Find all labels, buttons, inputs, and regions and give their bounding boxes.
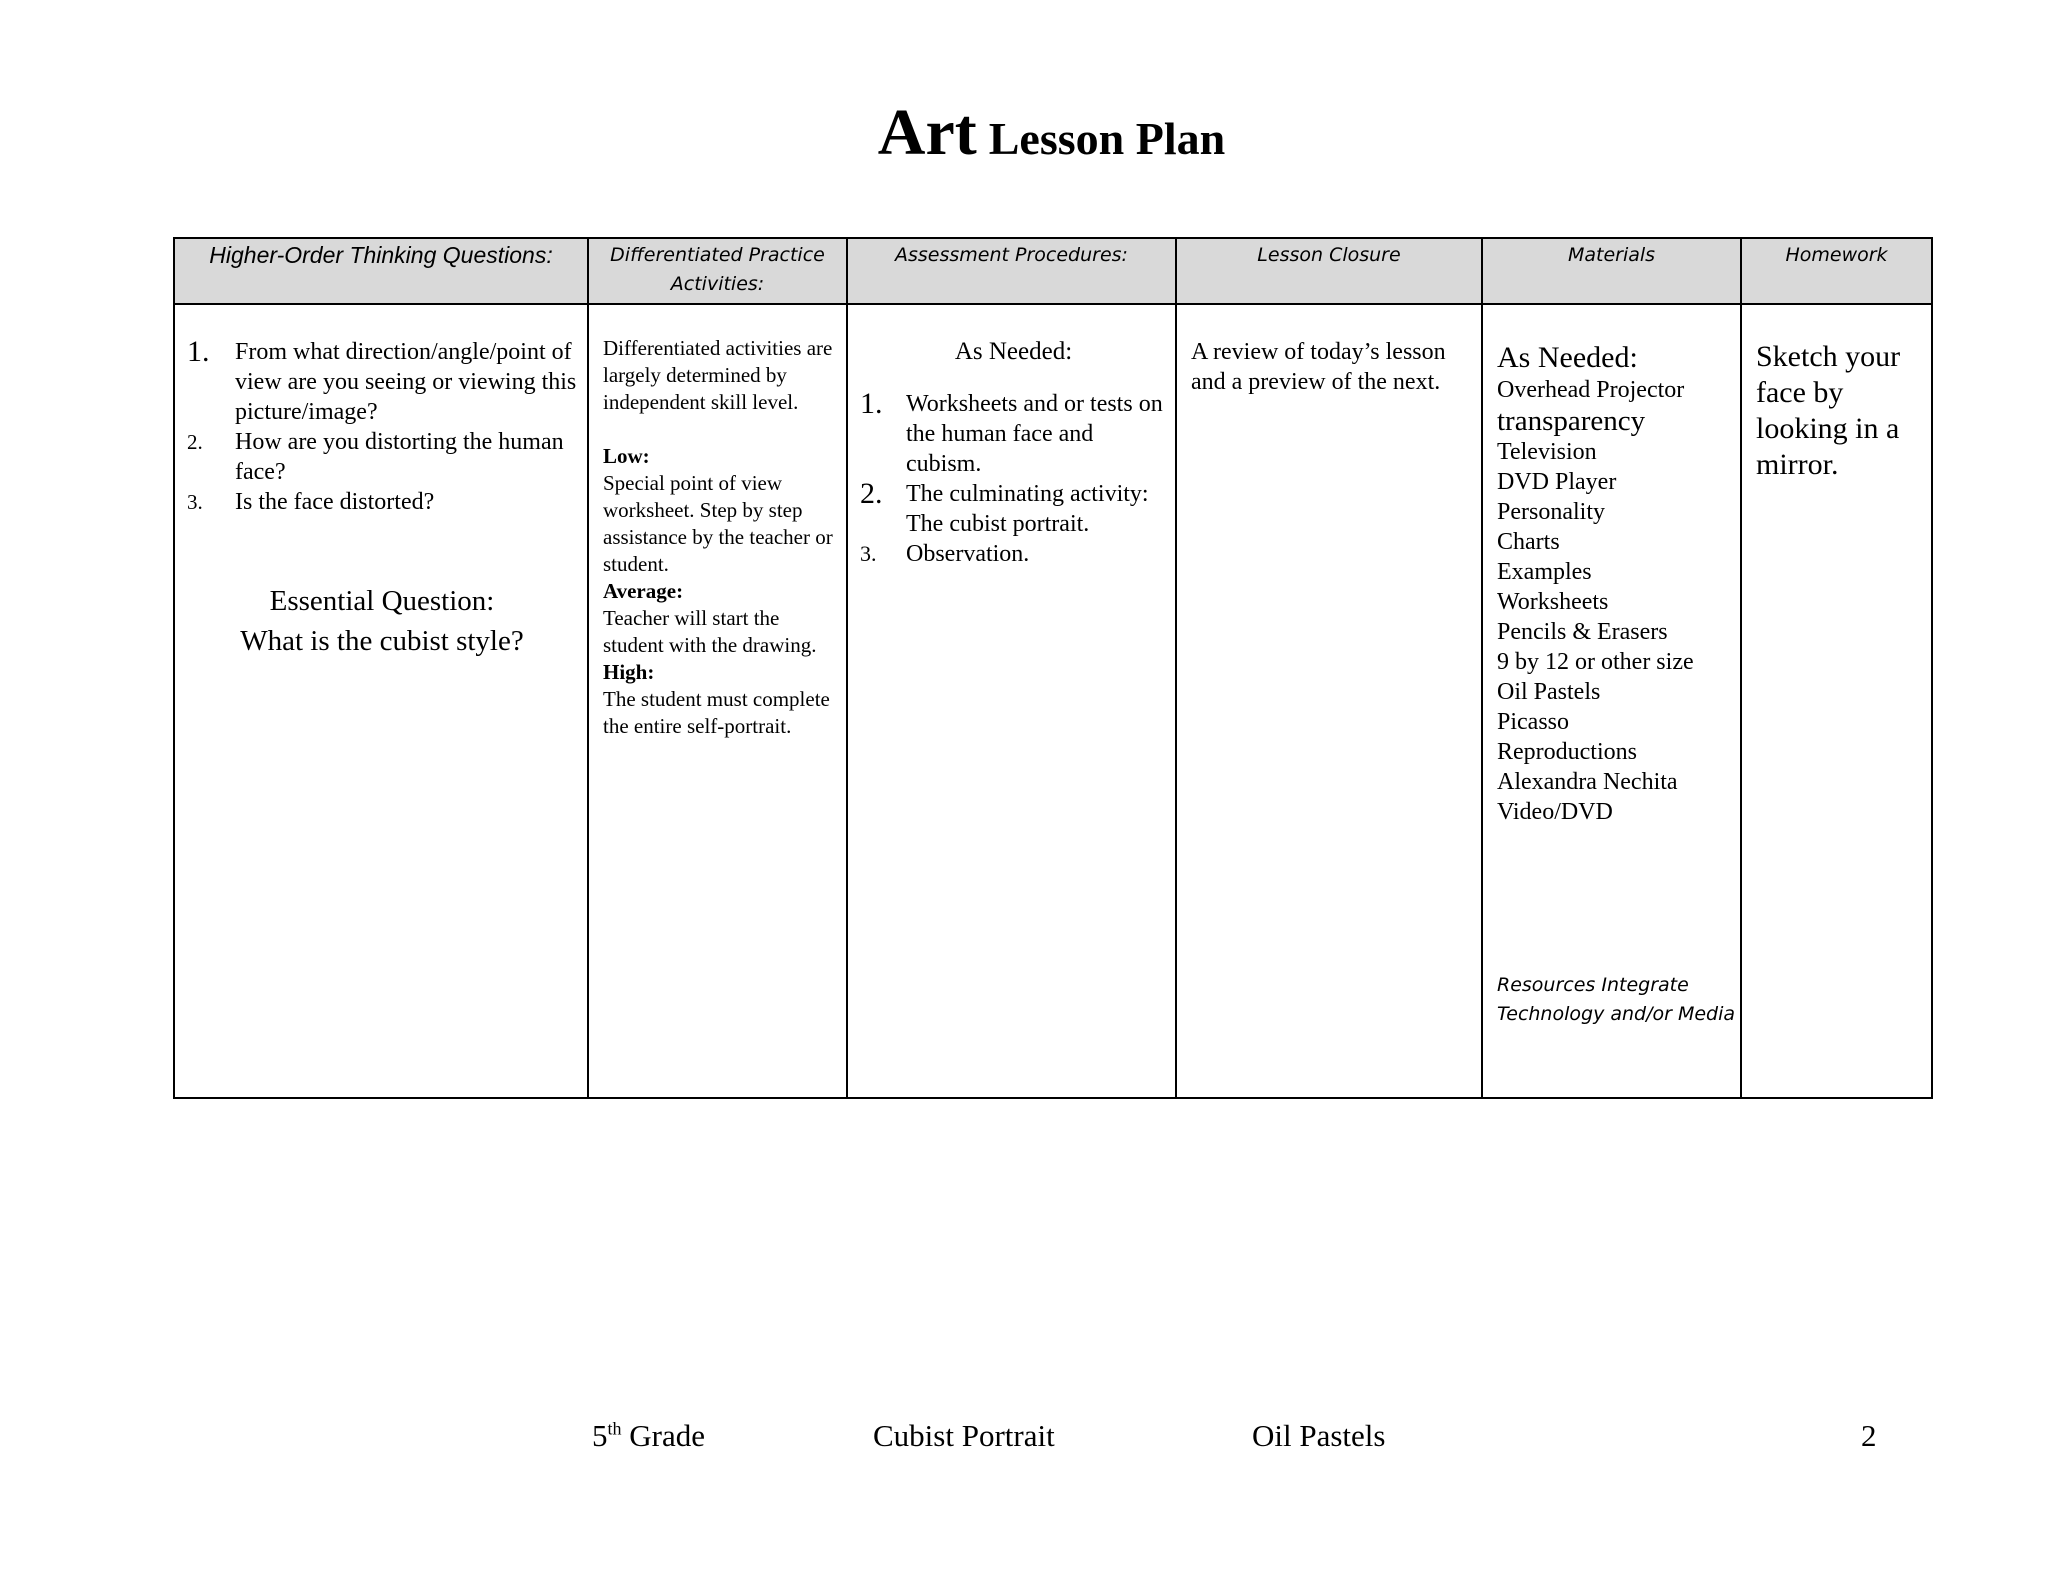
- page-number: 2: [1861, 1418, 1877, 1453]
- closure-text: A review of today’s lesson and a preview of the next.: [1191, 339, 1446, 395]
- question-number: 1.: [187, 335, 210, 368]
- higher-order-cell: [174, 304, 588, 1098]
- average-text: Teacher will start the student with the drawing.: [603, 606, 817, 657]
- header-differentiated: Differentiated Practice Activities:: [588, 238, 847, 304]
- assessment-item: [860, 539, 1167, 569]
- assessment-list: [860, 389, 1167, 569]
- header-assessment: Assessment Procedures:: [847, 238, 1176, 304]
- differentiated-intro: Differentiated activities are largely determined by independent skill level.: [603, 336, 833, 414]
- material-item: 9 by 12 or other size: [1497, 649, 1694, 675]
- assessment-number: 3.: [860, 541, 877, 566]
- question-number: 3.: [187, 490, 203, 514]
- question-item: [187, 337, 577, 427]
- homework-cell: [1741, 304, 1932, 1098]
- header-row: [174, 238, 1932, 304]
- homework-text: Sketch your face by looking in a mirror.: [1756, 340, 1901, 481]
- material-item: Personality: [1497, 499, 1605, 525]
- essential-question-label: Essential Question:: [269, 585, 495, 617]
- page-title: [0, 95, 2048, 171]
- material-item: Picasso: [1497, 709, 1569, 735]
- content-row: [174, 304, 1932, 1098]
- header-homework: Homework: [1741, 238, 1932, 304]
- footer-medium: Oil Pastels: [1252, 1418, 1386, 1453]
- question-text: Is the face distorted?: [235, 489, 435, 515]
- assessment-label: As Needed:: [954, 338, 1073, 365]
- material-item: Examples: [1497, 559, 1592, 585]
- material-item: Television: [1497, 439, 1597, 465]
- footer-grade-word: Grade: [629, 1418, 705, 1453]
- assessment-number: 2.: [860, 477, 883, 510]
- differentiated-cell: [588, 304, 847, 1098]
- material-item: DVD Player: [1497, 469, 1617, 495]
- material-item: Overhead Projector: [1497, 377, 1685, 403]
- question-number: 2.: [187, 430, 203, 454]
- material-item: Video/DVD: [1497, 799, 1613, 825]
- assessment-text: Worksheets and or tests on the human face and cubism.: [906, 391, 1163, 477]
- footer-grade-number: 5: [592, 1418, 608, 1453]
- materials-label: As Needed:: [1497, 341, 1638, 374]
- material-item: Alexandra Nechita: [1497, 769, 1678, 795]
- header-higher-order: Higher-Order Thinking Questions:: [174, 238, 588, 304]
- lesson-plan-table: [173, 237, 1933, 1099]
- question-text: From what direction/angle/point of view are you seeing or viewing this picture/image?: [235, 339, 577, 425]
- assessment-text: The culminating activity: The cubist portrait.: [906, 481, 1149, 537]
- header-materials: Materials: [1482, 238, 1741, 304]
- material-item: Pencils & Erasers: [1497, 619, 1668, 645]
- assessment-item: [860, 479, 1167, 539]
- essential-question: [187, 581, 577, 661]
- material-item: Charts: [1497, 529, 1560, 555]
- question-item: [187, 487, 577, 517]
- header-closure: Lesson Closure: [1176, 238, 1482, 304]
- material-item: Worksheets: [1497, 589, 1609, 615]
- low-label: Low:: [603, 444, 650, 468]
- resources-note: Resources Integrate Technology and/or Media: [1497, 974, 1736, 1025]
- low-text: Special point of view worksheet. Step by step assistance by the teacher or student.: [603, 471, 833, 576]
- question-item: [187, 427, 577, 487]
- essential-question-text: What is the cubist style?: [240, 625, 524, 657]
- material-item: Oil Pastels: [1497, 679, 1601, 705]
- assessment-item: [860, 389, 1167, 479]
- high-label: High:: [603, 660, 655, 684]
- footer-grade-suffix: th: [607, 1418, 622, 1439]
- question-text: How are you distorting the human face?: [235, 429, 564, 485]
- materials-cell: [1482, 304, 1741, 1098]
- average-label: Average:: [603, 579, 684, 603]
- assessment-number: 1.: [860, 387, 883, 420]
- assessment-cell: [847, 304, 1176, 1098]
- title-main: Art: [877, 96, 977, 169]
- material-item: transparency: [1497, 405, 1646, 437]
- title-sub: Lesson Plan: [988, 113, 1226, 164]
- assessment-text: Observation.: [906, 541, 1030, 567]
- footer-grade: [592, 1418, 705, 1454]
- material-item: Reproductions: [1497, 739, 1637, 765]
- high-text: The student must complete the entire self-portrait.: [603, 687, 830, 738]
- closure-cell: [1176, 304, 1482, 1098]
- footer-project: Cubist Portrait: [873, 1418, 1055, 1453]
